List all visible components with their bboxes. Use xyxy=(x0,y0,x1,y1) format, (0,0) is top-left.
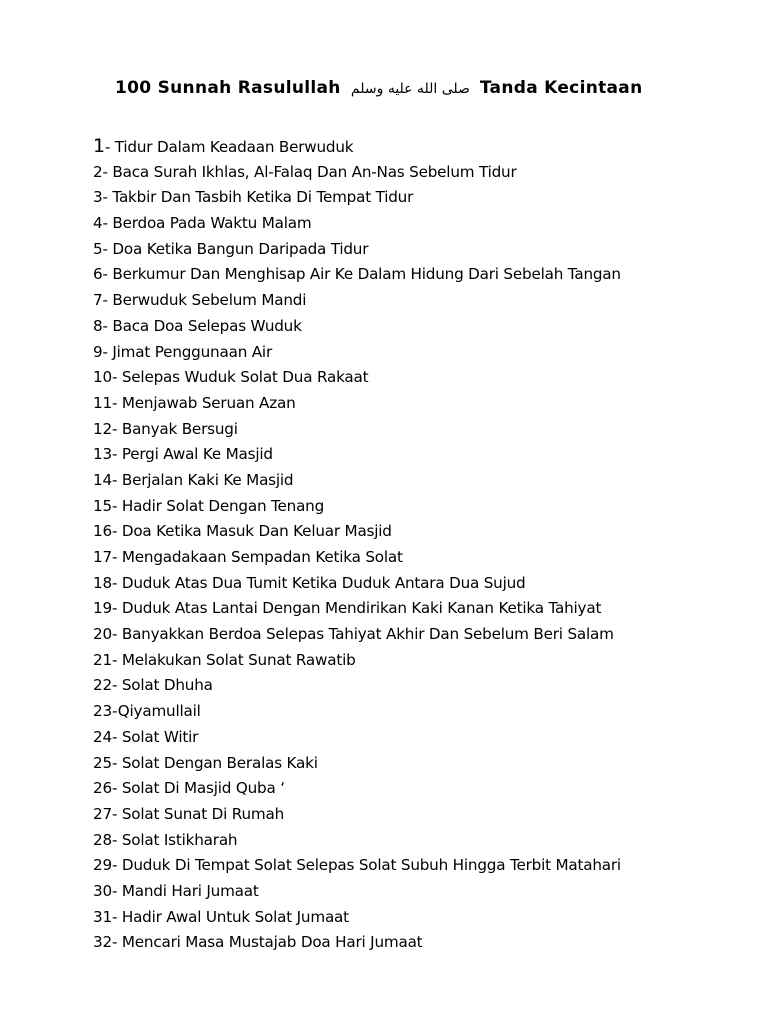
list-item xyxy=(93,699,621,725)
list-item-text: - Baca Surah Ikhlas, Al-Falaq Dan An-Nas Sebelum Tidur xyxy=(102,162,517,181)
list-item-number: 6 xyxy=(93,265,103,284)
list-item-number: 27 xyxy=(93,804,112,823)
list-item-number: 8 xyxy=(93,316,103,335)
list-item-number: 20 xyxy=(93,625,112,644)
list-item xyxy=(93,160,621,186)
list-item xyxy=(93,134,621,160)
list-item-number: 3 xyxy=(93,188,103,207)
list-item-text: - Solat Witir xyxy=(111,727,199,746)
list-item-text: - Baca Doa Selepas Wuduk xyxy=(102,316,302,335)
list-item-text: - Hadir Awal Untuk Solat Jumaat xyxy=(111,907,349,926)
list-item-text: - Menjawab Seruan Azan xyxy=(111,393,296,412)
list-item-text: - Tidur Dalam Keadaan Berwuduk xyxy=(104,138,354,156)
sunnah-list xyxy=(93,134,621,956)
list-item xyxy=(93,776,621,802)
list-item xyxy=(93,725,621,751)
list-item-text: - Berwuduk Sebelum Mandi xyxy=(102,291,307,310)
list-item-text: - Mandi Hari Jumaat xyxy=(111,881,259,900)
list-item-number: 21 xyxy=(93,650,112,669)
list-item-number: 14 xyxy=(93,470,112,489)
list-item xyxy=(93,185,621,211)
list-item-number: 11 xyxy=(93,393,112,412)
list-item xyxy=(93,314,621,340)
list-item xyxy=(93,648,621,674)
list-item xyxy=(93,340,621,366)
list-item-text: - Melakukan Solat Sunat Rawatib xyxy=(111,650,356,669)
list-item-number: 5 xyxy=(93,239,103,258)
list-item-number: 16 xyxy=(93,522,112,541)
list-item-text: - Duduk Atas Dua Tumit Ketika Duduk Antara Dua Sujud xyxy=(111,573,526,592)
list-item xyxy=(93,596,621,622)
list-item-number: 24 xyxy=(93,727,112,746)
list-item xyxy=(93,879,621,905)
list-item-number: 1 xyxy=(93,135,105,157)
list-item xyxy=(93,828,621,854)
list-item-text: - Solat Dengan Beralas Kaki xyxy=(111,753,318,772)
list-item xyxy=(93,468,621,494)
list-item-number: 13 xyxy=(93,445,112,464)
list-item xyxy=(93,751,621,777)
list-item xyxy=(93,905,621,931)
document-title xyxy=(115,74,715,103)
list-item xyxy=(93,673,621,699)
list-item-number: 25 xyxy=(93,753,112,772)
list-item xyxy=(93,365,621,391)
list-item-number: 32 xyxy=(93,933,112,952)
list-item-text: - Berkumur Dan Menghisap Air Ke Dalam Hidung Dari Sebelah Tangan xyxy=(102,265,621,284)
list-item-number: 2 xyxy=(93,162,103,181)
list-item-number: 4 xyxy=(93,214,103,233)
list-item xyxy=(93,571,621,597)
list-item-text: - Solat Dhuha xyxy=(111,676,213,695)
list-item-text: - Banyakkan Berdoa Selepas Tahiyat Akhir Dan Sebelum Beri Salam xyxy=(111,625,614,644)
list-item-number: 28 xyxy=(93,830,112,849)
list-item-number: 18 xyxy=(93,573,112,592)
list-item-text: - Mencari Masa Mustajab Doa Hari Jumaat xyxy=(111,933,423,952)
list-item xyxy=(93,262,621,288)
title-prefix: 100 Sunnah Rasulullah xyxy=(115,78,341,98)
list-item-text: - Solat Di Masjid Quba ‘ xyxy=(111,779,285,798)
list-item-number: 12 xyxy=(93,419,112,438)
list-item-text: - Berdoa Pada Waktu Malam xyxy=(102,214,312,233)
list-item-number: 30 xyxy=(93,881,112,900)
list-item xyxy=(93,930,621,956)
list-item-number: 17 xyxy=(93,548,112,566)
list-item-text: - Pergi Awal Ke Masjid xyxy=(111,445,273,464)
list-item xyxy=(93,802,621,828)
list-item-number: 31 xyxy=(93,907,112,926)
list-item-text: - Berjalan Kaki Ke Masjid xyxy=(111,470,294,489)
list-item-text: - Solat Istikharah xyxy=(111,830,238,849)
title-arabic-salutation: صلى الله عليه وسلم xyxy=(350,81,470,97)
list-item-text: - Doa Ketika Bangun Daripada Tidur xyxy=(102,239,369,258)
list-item-number: 9 xyxy=(93,342,103,361)
list-item xyxy=(93,288,621,314)
list-item-number: 19 xyxy=(93,599,112,618)
list-item-text: - Mengadakaan Sempadan Ketika Solat xyxy=(111,548,403,566)
list-item-text: - Duduk Di Tempat Solat Selepas Solat Subuh Hingga Terbit Matahari xyxy=(111,856,621,875)
list-item-text: - Banyak Bersugi xyxy=(111,419,238,438)
list-item xyxy=(93,545,621,571)
list-item-text: -Qiyamullail xyxy=(111,702,201,721)
list-item-text: - Duduk Atas Lantai Dengan Mendirikan Kaki Kanan Ketika Tahiyat xyxy=(111,599,602,618)
list-item-text: - Solat Sunat Di Rumah xyxy=(111,804,285,823)
list-item-number: 29 xyxy=(93,856,112,875)
list-item xyxy=(93,391,621,417)
list-item xyxy=(93,622,621,648)
list-item-number: 15 xyxy=(93,496,112,515)
list-item-text: - Selepas Wuduk Solat Dua Rakaat xyxy=(111,368,369,387)
list-item xyxy=(93,237,621,263)
list-item-number: 22 xyxy=(93,676,112,695)
list-item xyxy=(93,853,621,879)
list-item xyxy=(93,519,621,545)
list-item xyxy=(93,442,621,468)
list-item-text: - Doa Ketika Masuk Dan Keluar Masjid xyxy=(111,522,392,541)
list-item-text: - Jimat Penggunaan Air xyxy=(102,342,272,361)
list-item-text: - Hadir Solat Dengan Tenang xyxy=(111,496,325,515)
list-item xyxy=(93,211,621,237)
list-item-number: 23 xyxy=(93,702,112,721)
list-item-text: - Takbir Dan Tasbih Ketika Di Tempat Tidur xyxy=(102,188,414,207)
title-suffix: Tanda Kecintaan xyxy=(479,78,643,98)
list-item-number: 10 xyxy=(93,368,112,387)
list-item-number: 26 xyxy=(93,779,112,798)
list-item-number: 7 xyxy=(93,291,103,310)
list-item xyxy=(93,494,621,520)
list-item xyxy=(93,417,621,443)
